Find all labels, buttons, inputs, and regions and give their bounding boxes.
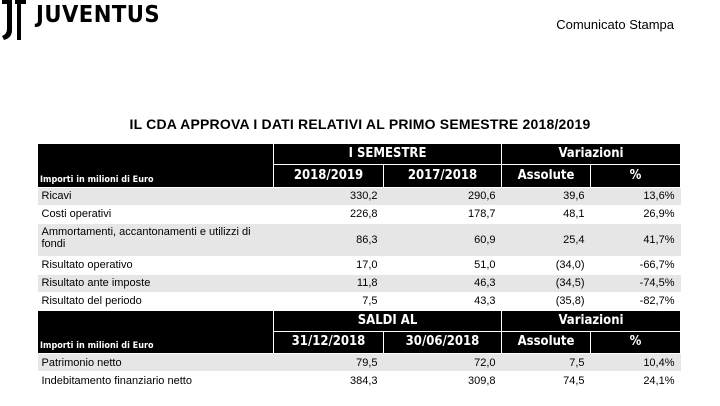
results-table [37,143,681,390]
table1-unit-label: Importi in milioni di Euro [38,165,274,188]
table1-col-d: % [591,165,681,188]
table2-col-b: 30/06/2018 [384,331,502,354]
row-value: 86,3 [274,223,384,256]
document-title: IL CDA APPROVA I DATI RELATIVI AL PRIMO SEMESTRE 2018/2019 [129,116,591,132]
row-value: 309,8 [384,372,502,390]
table2-period-header: SALDI AL [274,310,502,331]
row-value: 41,7% [591,223,681,256]
table2-col-d: % [591,331,681,354]
row-label: Patrimonio netto [38,354,274,372]
row-value: 17,0 [274,256,384,274]
row-value: 48,1 [502,205,591,223]
table1-col-c: Assolute [502,165,591,188]
row-value: 290,6 [384,187,502,205]
table2-group-header [38,310,681,331]
row-value: 74,5 [502,372,591,390]
juventus-logo-icon [0,0,30,42]
row-value: 79,5 [274,354,384,372]
table1-column-header [38,165,681,188]
row-value: 46,3 [384,274,502,292]
table-row [38,274,681,292]
table2-unit-label: Importi in milioni di Euro [38,331,274,354]
row-value: 11,8 [274,274,384,292]
table1-blank-cell [38,144,274,165]
table2-change-header: Variazioni [502,310,681,331]
row-label: Risultato operativo [38,256,274,274]
table2-column-header [38,331,681,354]
table2-blank-cell [38,310,274,331]
row-value: 384,3 [274,372,384,390]
row-value: -66,7% [591,256,681,274]
row-label: Risultato del periodo [38,292,274,310]
table1-group-header [38,144,681,165]
row-value: 43,3 [384,292,502,310]
row-value: (34,0) [502,256,591,274]
table-row [38,372,681,390]
table-row [38,256,681,274]
row-value: 26,9% [591,205,681,223]
table1-col-a: 2018/2019 [274,165,384,188]
row-label: Ricavi [38,187,274,205]
table-row [38,223,681,256]
row-value: 178,7 [384,205,502,223]
row-value: -74,5% [591,274,681,292]
table2-col-a: 31/12/2018 [274,331,384,354]
table1-change-header: Variazioni [502,144,681,165]
table-row [38,187,681,205]
row-value: 13,6% [591,187,681,205]
press-release-label: Comunicato Stampa [556,17,674,32]
row-value: (34,5) [502,274,591,292]
row-value: 226,8 [274,205,384,223]
row-value: -82,7% [591,292,681,310]
row-value: (35,8) [502,292,591,310]
table2-col-c: Assolute [502,331,591,354]
row-value: 330,2 [274,187,384,205]
row-label: Risultato ante imposte [38,274,274,292]
table-row [38,205,681,223]
row-value: 10,4% [591,354,681,372]
row-label: Indebitamento finanziario netto [38,372,274,390]
table1-col-b: 2017/2018 [384,165,502,188]
row-value: 60,9 [384,223,502,256]
brand-name: JUVENTUS [36,2,161,28]
row-value: 51,0 [384,256,502,274]
row-value: 7,5 [502,354,591,372]
row-value: 39,6 [502,187,591,205]
table-row [38,292,681,310]
row-label: Costi operativi [38,205,274,223]
table1-period-header: I SEMESTRE [274,144,502,165]
row-value: 72,0 [384,354,502,372]
row-value: 25,4 [502,223,591,256]
row-label: Ammortamenti, accantonamenti e utilizzi di fondi [38,223,274,256]
row-value: 7,5 [274,292,384,310]
row-value: 24,1% [591,372,681,390]
table-row [38,354,681,372]
